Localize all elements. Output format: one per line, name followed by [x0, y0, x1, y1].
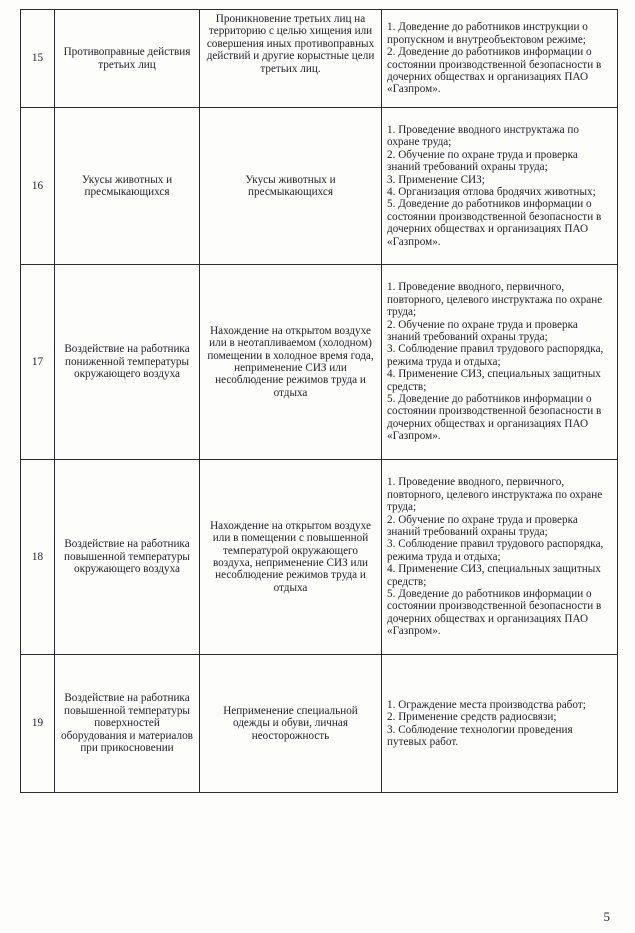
measure-item: 1. Проведение вводного инструктажа по охране труда;	[387, 123, 579, 149]
hazard-name: Воздействие на работника повышенной температуры поверхностей оборудования и материалов при прикосновении	[55, 655, 200, 793]
measure-item: 4. Организация отлова бродячих животных;	[387, 186, 596, 198]
measure-item: 3. Применение СИЗ;	[387, 173, 485, 186]
measure-item: 5. Доведение до работников информации о состоянии производственной безопасности в дочерних обществах и организациях ПАО «Газпром».	[387, 393, 602, 443]
measure-item: 3. Соблюдение правил трудового распорядка, режима труда и отдыха;	[387, 343, 604, 368]
table-row	[21, 10, 618, 108]
hazard-cause: Нахождение на открытом воздухе или в неотапливаемом (холодном) помещении в холодное время года, неприменение СИЗ или несоблюдение режимов труда и отдыха	[200, 265, 382, 460]
row-number: 15	[21, 10, 55, 108]
table-row	[21, 460, 618, 655]
measure-item: 4. Применение СИЗ, специальных защитных средств;	[387, 368, 601, 393]
hazard-table	[20, 9, 618, 793]
measure-item: 1. Проведение вводного, первичного, повторного, целевого инструктажа по охране труда;	[387, 476, 603, 514]
control-measures	[382, 460, 618, 655]
control-measures	[382, 655, 618, 793]
row-number: 16	[21, 108, 55, 265]
row-number: 18	[21, 460, 55, 655]
measure-item: 2. Обучение по охране труда и проверка знаний требований охраны труда;	[387, 148, 578, 174]
hazard-name: Воздействие на работника пониженной температуры окружающего воздуха	[55, 265, 200, 460]
measure-item: 2. Доведение до работников информации о состоянии производственной безопасности в дочерних обществах и организациях ПАО «Газпром».	[387, 46, 602, 96]
measure-item: 2. Обучение по охране труда и проверка знаний требований охраны труда;	[387, 318, 578, 343]
control-measures	[382, 265, 618, 460]
hazard-name: Противоправные действия третьих лиц	[55, 10, 200, 108]
measure-item: 2. Обучение по охране труда и проверка знаний требований охраны труда;	[387, 513, 578, 538]
hazard-cause: Нахождение на открытом воздухе или в помещении с повышенной температурой окружающего воздуха, неприменение СИЗ или несоблюдение режимов труда и отдыха	[200, 460, 382, 655]
measure-item: 2. Применение средств радиосвязи;	[387, 711, 557, 724]
row-number: 17	[21, 265, 55, 460]
hazard-cause: Проникновение третьих лиц на территорию с целью хищения или совершения иных противоправных действий и другие корыстные цели третьих лиц.	[200, 10, 382, 108]
hazard-cause: Неприменение специальной одежды и обуви, личная неосторожность	[200, 655, 382, 793]
measure-item: 3. Соблюдение правил трудового распорядка, режима труда и отдыха;	[387, 538, 604, 563]
measure-item: 5. Доведение до работников информации о состоянии производственной безопасности в дочерних обществах и организациях ПАО «Газпром».	[387, 588, 602, 638]
measure-item: 3. Соблюдение технологии проведения путевых работ.	[387, 723, 573, 748]
control-measures	[382, 10, 618, 108]
measure-item: 4. Применение СИЗ, специальных защитных средств;	[387, 563, 601, 588]
measure-item: 1. Проведение вводного, первичного, повторного, целевого инструктажа по охране труда;	[387, 281, 603, 319]
control-measures	[382, 108, 618, 265]
table-row	[21, 265, 618, 460]
hazard-name: Укусы животных и пресмыкающихся	[55, 108, 200, 265]
hazard-name: Воздействие на работника повышенной температуры окружающего воздуха	[55, 460, 200, 655]
hazard-cause: Укусы животных и пресмыкающихся	[200, 108, 382, 265]
measure-item: 1. Ограждение места производства работ;	[387, 698, 586, 711]
page-number: 5	[603, 909, 610, 924]
measure-item: 1. Доведение до работников инструкции о пропускном и внутреобъектовом режиме;	[387, 21, 588, 46]
table-row	[21, 108, 618, 265]
row-number: 19	[21, 655, 55, 793]
table-row	[21, 655, 618, 793]
measure-item: 5. Доведение до работников информации о состоянии производственной безопасности в дочерних обществах и организациях ПАО «Газпром».	[387, 198, 602, 248]
